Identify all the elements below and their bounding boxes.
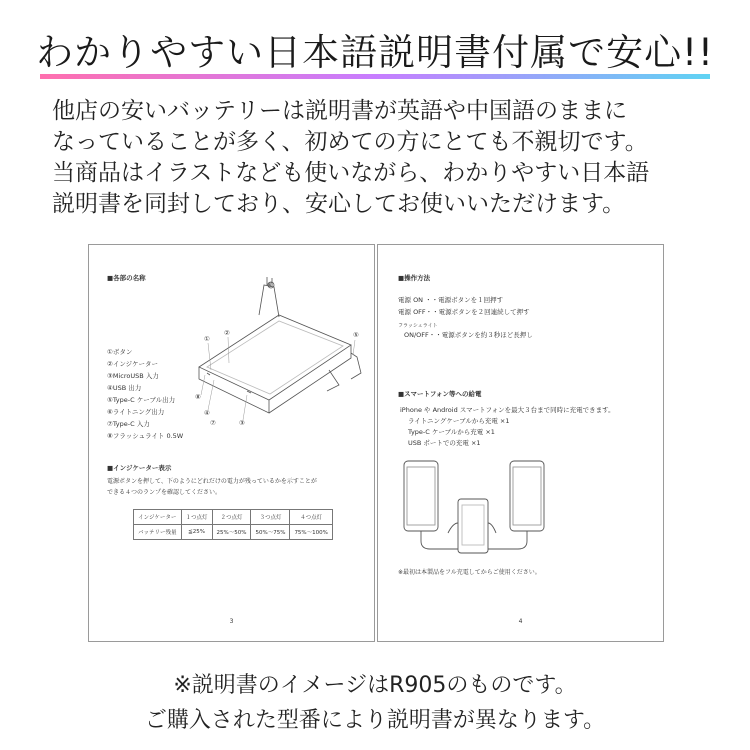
callout-4: ④ xyxy=(204,409,210,417)
charging-note: ※最初は本製品をフル充電してからご使用ください。 xyxy=(398,569,541,576)
callout-6-top: ⑥ xyxy=(267,281,273,289)
part-3: ③MicroUSB 入力 xyxy=(107,372,159,380)
page-number-left: 3 xyxy=(229,618,234,625)
operation-on: 電源 ON ・・電源ボタンを１回押す xyxy=(398,296,504,304)
intro-line: 他店の安いバッテリーは説明書が英語や中国語のままに xyxy=(52,98,627,124)
callout-2: ② xyxy=(224,329,230,337)
page-number-right: 4 xyxy=(518,618,523,625)
charging-line-2: ライトニングケーブルから充電 ×1 xyxy=(408,417,510,425)
table-cell: １つ点灯 xyxy=(181,510,212,525)
table-cell: 75%〜100% xyxy=(290,525,332,540)
table-cell: ３つ点灯 xyxy=(251,510,290,525)
intro-text xyxy=(52,96,712,220)
part-8: ⑧フラッシュライト 0.5W xyxy=(107,432,184,440)
callout-1: ① xyxy=(204,335,210,343)
indicator-table xyxy=(133,509,333,540)
charging-line-4: USB ポートでの充電 ×1 xyxy=(408,439,481,447)
page-title: わかりやすい日本語説明書付属で安心!! xyxy=(36,31,714,74)
flash-label: フラッシュライト xyxy=(398,323,438,329)
table-cell: ≦25% xyxy=(181,525,212,540)
callout-8: ⑧ xyxy=(195,393,201,401)
callout-7: ⑦ xyxy=(210,419,216,427)
operation-heading: ■操作方法 xyxy=(398,274,431,282)
callout-5: ⑤ xyxy=(353,331,359,339)
table-cell: インジケーター xyxy=(134,510,182,525)
table-cell: ４つ点灯 xyxy=(290,510,332,525)
part-1: ①ボタン xyxy=(107,348,133,356)
manual-image xyxy=(88,244,664,642)
table-row xyxy=(134,510,333,525)
charging-line-3: Type-C ケーブルから充電 ×1 xyxy=(408,428,495,436)
part-4: ④USB 出力 xyxy=(107,384,142,392)
table-cell: 50%〜75% xyxy=(251,525,290,540)
table-cell: 25%〜50% xyxy=(212,525,251,540)
footer-note-2: ご購入された型番により説明書が異なります。 xyxy=(144,708,606,733)
charging-heading: ■スマートフォン等への給電 xyxy=(398,390,482,398)
charging-illustration xyxy=(378,453,665,573)
intro-line: 説明書を同封しており、安心してお使いいただけます。 xyxy=(52,191,626,217)
operation-off: 電源 OFF・・電源ボタンを２回連続して押す xyxy=(398,308,530,316)
callout-3: ③ xyxy=(239,419,245,427)
table-row xyxy=(134,525,333,540)
indicator-heading: ■インジケーター表示 xyxy=(107,464,172,472)
parts-heading: ■各部の名称 xyxy=(107,274,146,282)
part-2: ②インジケーター xyxy=(107,360,159,368)
flash-operation: ON/OFF・・電源ボタンを約３秒ほど長押し xyxy=(404,331,533,339)
indicator-text-2: できる４つのランプを確認してください。 xyxy=(107,489,222,496)
charging-line-1: iPhone や Android スマートフォンを最大３台まで同時に充電できます。 xyxy=(400,406,615,414)
table-cell: バッテリー残量 xyxy=(134,525,182,540)
intro-line: なっていることが多く、初めての方にとても不親切です。 xyxy=(52,129,648,155)
part-5: ⑤Type-C ケーブル出力 xyxy=(107,396,176,404)
intro-line: 当商品はイラストなども使いながら、わかりやすい日本語 xyxy=(52,160,650,186)
manual-page-left xyxy=(88,244,375,642)
part-7: ⑦Type-C 入力 xyxy=(107,420,150,428)
table-cell: ２つ点灯 xyxy=(212,510,251,525)
manual-page-right xyxy=(377,244,664,642)
indicator-text-1: 電源ボタンを押して、下のようにどれだけの電力が残っているかを示すことが xyxy=(107,478,317,485)
footer-note-1: ※説明書のイメージはR905のものです。 xyxy=(173,673,577,698)
gradient-divider xyxy=(40,74,710,79)
part-6: ⑥ライトニング出力 xyxy=(107,408,165,416)
